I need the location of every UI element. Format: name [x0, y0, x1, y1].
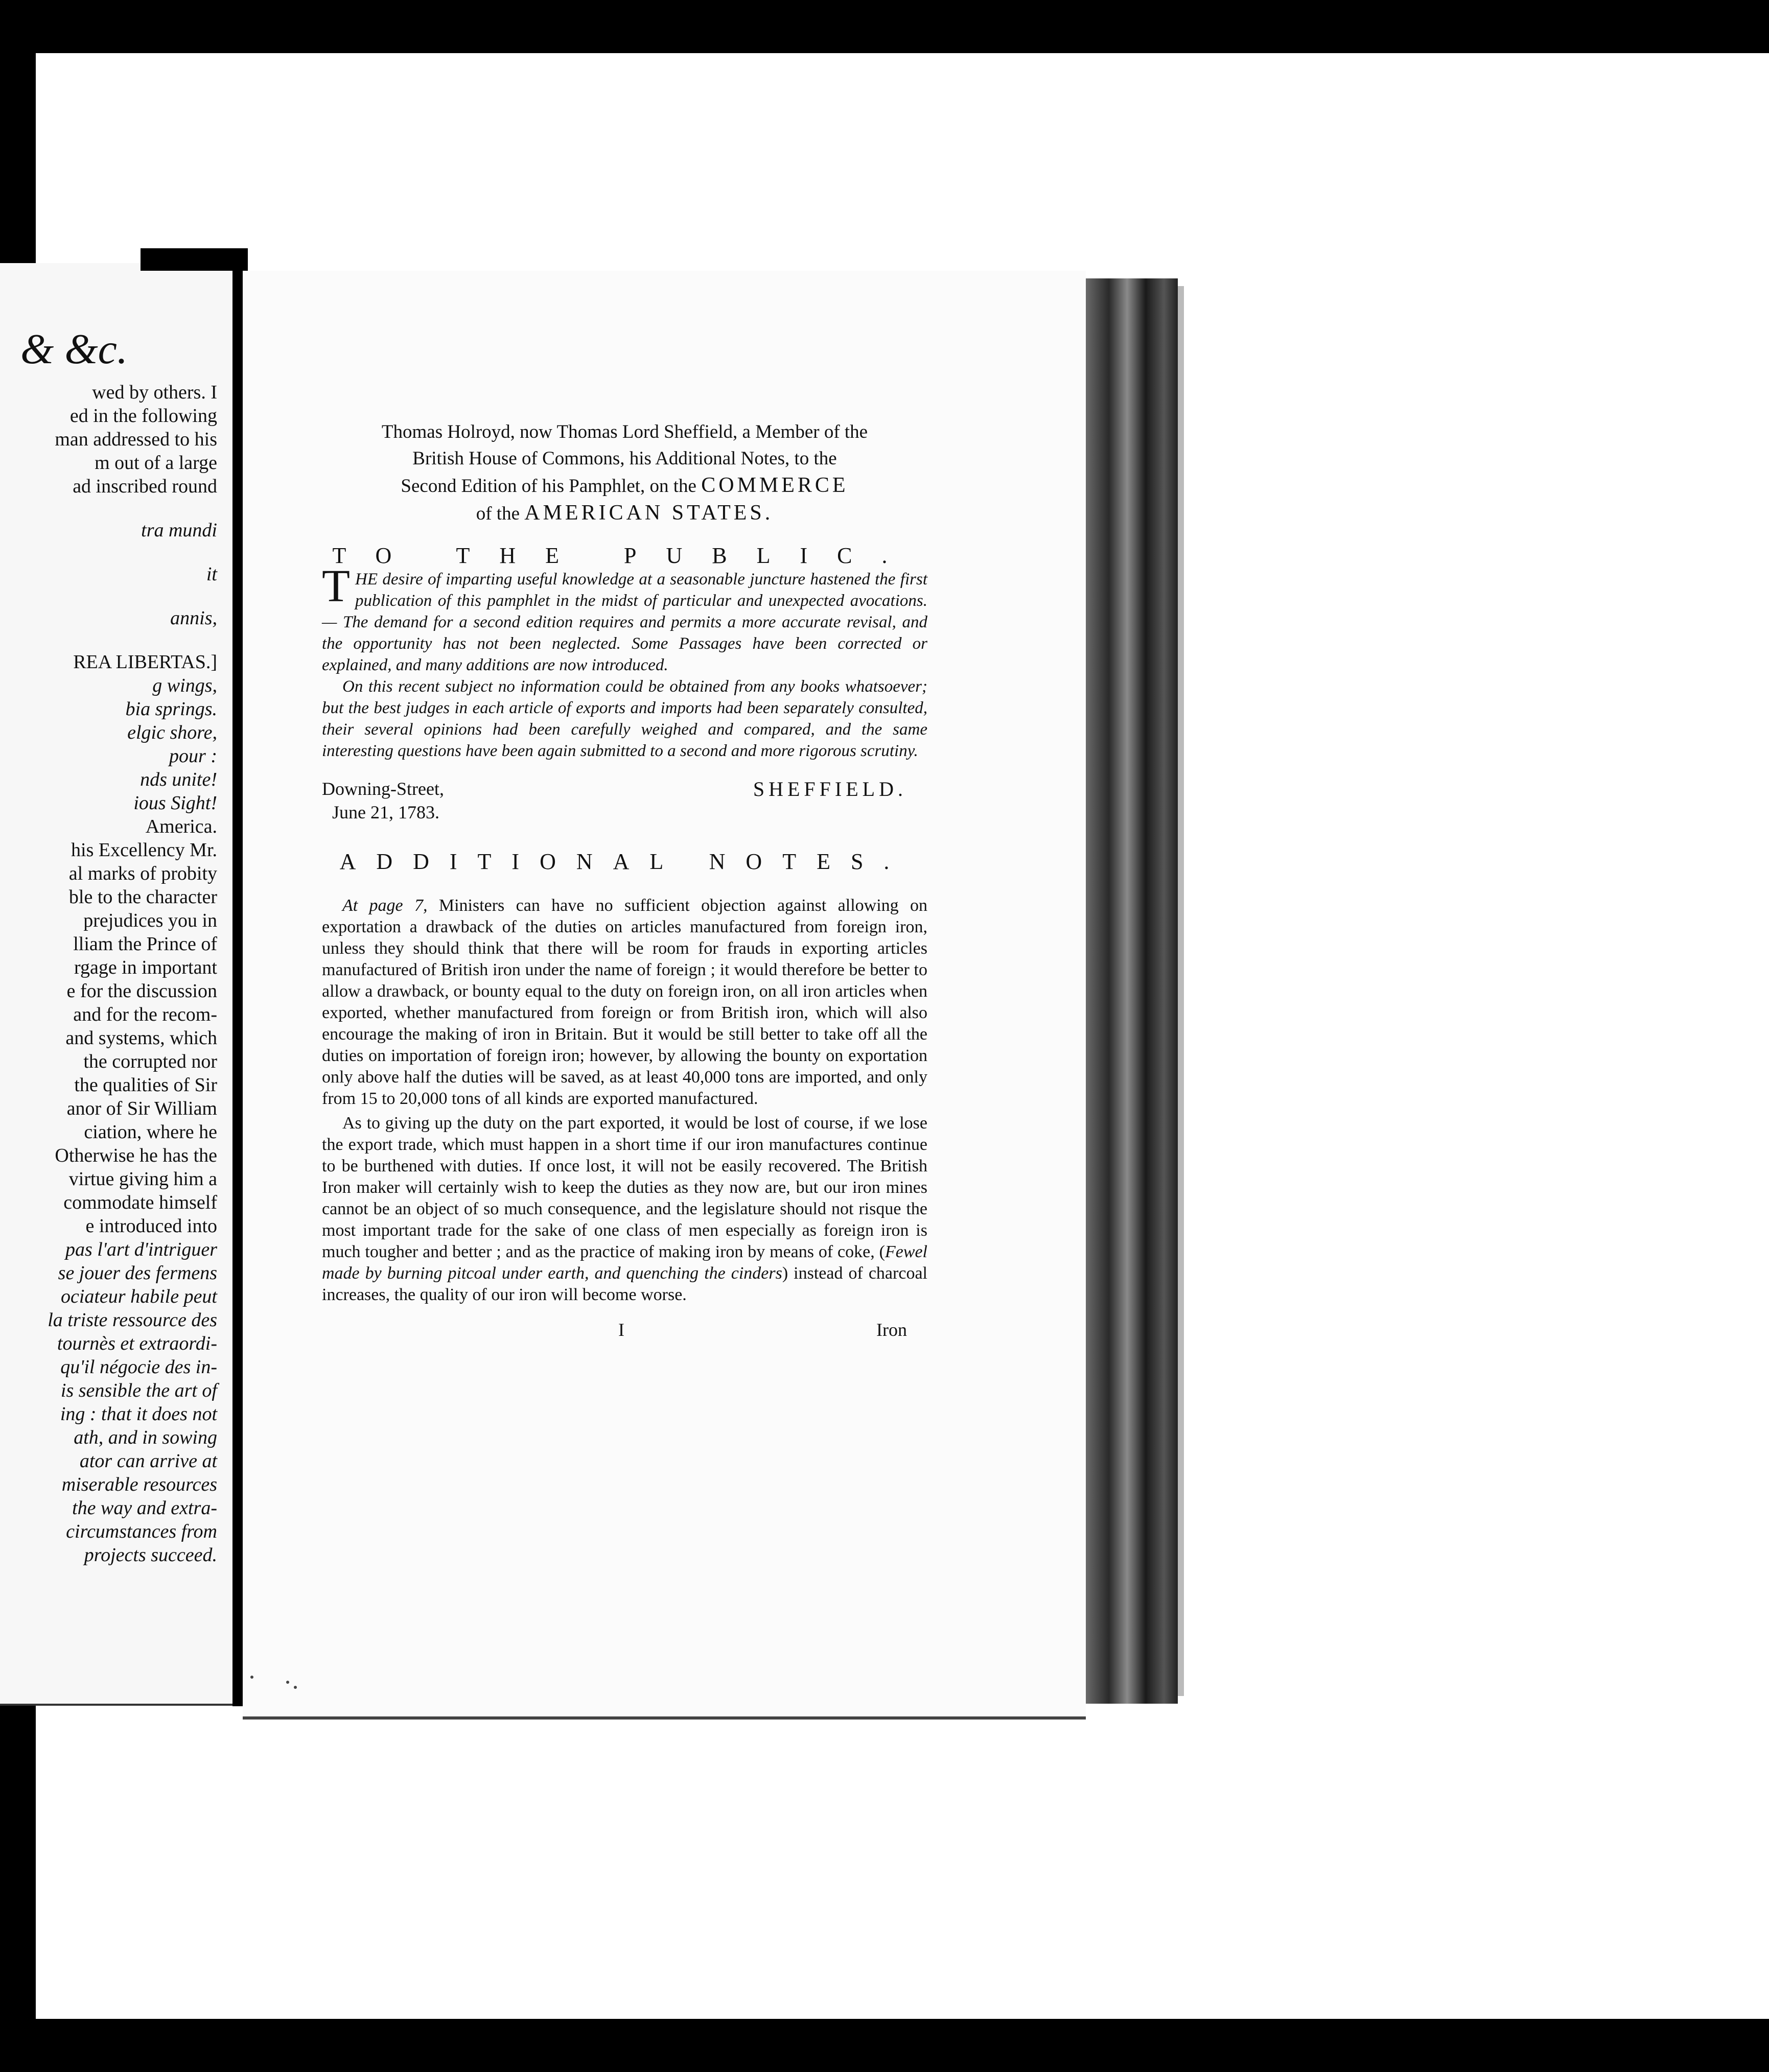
book-gutter: [232, 255, 243, 1706]
left-page-line: and systems, which: [65, 1027, 217, 1049]
right-page: [243, 271, 1086, 1720]
note-lead: At page 7,: [342, 896, 428, 915]
left-page-line: tournès et extraordi-: [57, 1333, 217, 1354]
left-page-line: his Excellency Mr.: [71, 839, 217, 861]
place-and-date: [322, 777, 444, 824]
left-page-line: elgic shore,: [127, 722, 217, 743]
page-title: [322, 419, 927, 527]
left-page-line: ciation, where he: [84, 1121, 217, 1143]
left-page-line: la triste ressource des: [48, 1309, 217, 1331]
left-page-line: e introduced into: [85, 1215, 217, 1237]
left-page-line: al marks of probity: [68, 863, 217, 884]
left-page-line: qu'il négocie des in-: [60, 1356, 217, 1378]
signatory: SHEFFIELD.: [753, 778, 907, 800]
to-the-public-heading: TO THE PUBLIC.: [332, 543, 917, 568]
left-page-line: e for the discussion: [66, 980, 217, 1002]
left-page-line: and for the recom-: [73, 1004, 217, 1025]
additional-notes-heading: ADDITIONAL NOTES.: [339, 849, 910, 874]
scan-border-bottom: [0, 2019, 1769, 2072]
drop-cap: T: [322, 561, 350, 611]
left-page-line: commodate himself: [63, 1192, 217, 1213]
page-edge-shadow: [1178, 286, 1184, 1696]
left-page-line: rgage in important: [74, 957, 217, 978]
preface-paragraph-1: HE desire of imparting useful knowledge at a seasonable juncture hastened the first publication of this pamphlet in the midst of particular and unexpected avocations. — The demand for a second edition requires and permits a more accurate revisal, and the opportunity has not been neglected. Some Passages have been corrected or explained, and many additions are now introduced.: [322, 570, 927, 674]
left-facing-page: [0, 263, 232, 1706]
left-page-line: miserable resources: [61, 1474, 217, 1495]
note-paragraph-1: At page 7, Ministers can have no sufficient objection against allowing on exportation a drawback of the duties on articles manufactured from foreign iron, unless they should think that there will be room for frauds in exporting articles manufactured of British iron under the name of foreign ; it would therefore be better to allow a drawback, or bounty equal to the duty on foreign iron, on all iron articles when exported, whether manufactured from foreign or from British iron, which will also encourage the making of iron in Britain. But it would be still better to take off all the duties on importation of foreign iron; however, by allowing the bounty on exportation only above half the duties will be saved, as at least 40,000 tons are imported, and only from 15 to 20,000 tons of all kinds are exported manufactured.: [322, 896, 927, 1108]
left-page-line: America.: [145, 816, 217, 837]
left-page-line: projects succeed.: [84, 1544, 217, 1566]
left-page-line: virtue giving him a: [68, 1168, 217, 1190]
print-speck: [250, 1676, 253, 1679]
print-speck: [286, 1681, 289, 1684]
left-page-line: se jouer des fermens: [58, 1262, 217, 1284]
left-page-line: anor of Sir William: [66, 1098, 217, 1119]
preface-paragraph-2: On this recent subject no information could be obtained from any books whatsoever; but the best judges in each article of exports and imports had been separately consulted, their several opinions had been carefully weighed and compared, and the same interesting questions have been again submitted to a second and more rigorous scrutiny.: [322, 677, 927, 760]
left-page-line: ing : that it does not: [60, 1403, 217, 1425]
catchword: Iron: [876, 1320, 907, 1340]
left-page-text: [0, 381, 217, 1567]
left-page-line: tra mundi: [141, 520, 217, 541]
place: Downing-Street,: [322, 779, 444, 799]
left-page-line: the corrupted nor: [83, 1051, 217, 1072]
left-page-line: pour :: [169, 745, 217, 767]
left-page-line: REA LIBERTAS.]: [73, 651, 217, 673]
left-page-line: is sensible the art of: [60, 1380, 217, 1401]
left-page-line: annis,: [170, 607, 217, 629]
title-line-2: British House of Commons, his Additional Notes, to the: [412, 448, 837, 469]
left-page-line: g wings,: [152, 675, 217, 696]
left-page-line: ath, and in sowing: [74, 1427, 217, 1448]
date: June 21, 1783.: [332, 802, 439, 822]
left-page-line: nds unite!: [140, 769, 217, 790]
note-paragraph-2: As to giving up the duty on the part exported, it would be lost of course, if we lose the export trade, which must happen in a short time if our iron manufactures continue to be burthened with duties. If once lost, it will not be easily recovered. The British Iron maker will certainly wish to keep the duties as they now are, but our iron mines cannot be an object of so much consequence, and the legislature should not risque the most important trade for the sake of one class of men especially as foreign iron is much tougher and better ; and as the practice of making iron by means of coke, (Fewel made by burning pitcoal under earth, and quenching the cinders) instead of charcoal increases, the quality of our iron will become worse.: [322, 1114, 927, 1304]
left-page-line: Otherwise he has the: [55, 1145, 217, 1166]
scan-border-top: [0, 0, 1769, 53]
title-line-1: Thomas Holroyd, now Thomas Lord Sheffield, a Member of the: [381, 421, 868, 442]
signature-mark: I: [618, 1320, 624, 1340]
signature-block: [322, 777, 927, 828]
title-line-4: of the AMERICAN STATES.: [476, 501, 774, 525]
left-page-line: man addressed to his: [55, 429, 217, 450]
left-page-line: ious Sight!: [133, 792, 217, 814]
left-page-line: ociateur habile peut: [60, 1286, 217, 1307]
left-page-line: ator can arrive at: [79, 1450, 217, 1472]
page-edge: [1086, 278, 1178, 1704]
left-page-line: ble to the character: [68, 886, 217, 908]
left-page-header: & &c.: [20, 325, 128, 373]
left-page-line: m out of a large: [95, 452, 217, 474]
left-page-line: lliam the Prince of: [73, 933, 217, 955]
note-italic-gloss: Fewel made by burning pitcoal under earth, and quenching the cinders: [322, 1242, 927, 1283]
left-page-line: it: [206, 563, 217, 585]
left-page-line: ad inscribed round: [73, 476, 217, 497]
preface: [322, 561, 927, 762]
print-speck: [294, 1686, 297, 1689]
left-page-line: ed in the following: [69, 405, 217, 427]
left-page-line: the qualities of Sir: [74, 1074, 217, 1096]
gutter-cap: [141, 248, 248, 271]
left-page-line: pas l'art d'intriguer: [65, 1239, 217, 1260]
title-line-3: Second Edition of his Pamphlet, on the COMMERCE: [401, 474, 849, 497]
page-content: [322, 419, 927, 1350]
notes-body: [322, 895, 927, 1306]
left-page-line: circumstances from: [66, 1521, 217, 1542]
left-page-line: the way and extra-: [72, 1497, 217, 1519]
title-american-states: AMERICAN STATES.: [524, 501, 774, 525]
left-page-line: bia springs.: [125, 698, 217, 720]
left-page-line: wed by others. I: [92, 382, 217, 403]
left-page-line: prejudices you in: [83, 910, 217, 931]
title-commerce: COMMERCE: [701, 474, 849, 497]
page-footer: [322, 1319, 927, 1350]
